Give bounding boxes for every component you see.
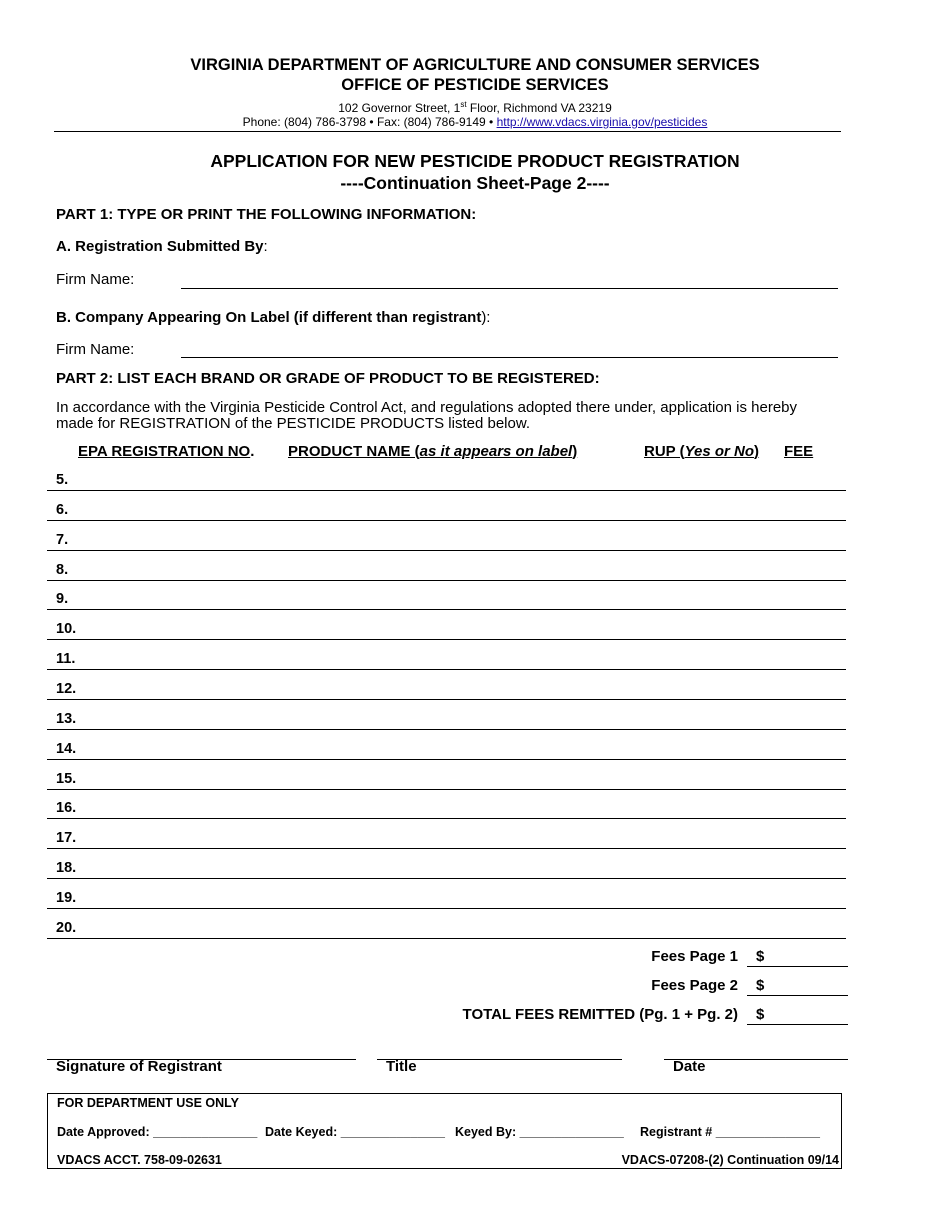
row-number: 20. bbox=[56, 920, 77, 936]
total-fees-currency: $ bbox=[756, 1006, 765, 1023]
row-number: 5. bbox=[56, 472, 69, 488]
row-number: 16. bbox=[56, 800, 77, 816]
product-row-line[interactable] bbox=[47, 639, 846, 640]
address-city: Floor, Richmond VA 23219 bbox=[466, 101, 612, 115]
section-b-label: B. Company Appearing On Label (if different than registrant bbox=[56, 309, 482, 326]
address-street: 102 Governor Street, 1 bbox=[338, 101, 461, 115]
row-number: 19. bbox=[56, 890, 77, 906]
firm-name-field-a[interactable] bbox=[181, 288, 838, 289]
form-subtitle: ----Continuation Sheet-Page 2---- bbox=[340, 173, 610, 193]
column-epa-dot: . bbox=[250, 443, 255, 460]
section-b-tail: ): bbox=[481, 309, 491, 326]
part2-heading: PART 2: LIST EACH BRAND OR GRADE OF PRODUCT TO BE REGISTERED: bbox=[56, 370, 600, 387]
row-number: 17. bbox=[56, 830, 77, 846]
product-row-line[interactable] bbox=[47, 878, 846, 879]
column-fee: FEE bbox=[784, 443, 814, 460]
form-title: APPLICATION FOR NEW PESTICIDE PRODUCT REGISTRATION bbox=[210, 151, 740, 171]
address-sup: st bbox=[460, 100, 467, 109]
row-number: 6. bbox=[56, 502, 69, 518]
column-rup bbox=[644, 443, 759, 460]
product-row-line[interactable] bbox=[47, 609, 846, 610]
product-row-line[interactable] bbox=[47, 520, 846, 521]
fees-page2-currency: $ bbox=[756, 977, 765, 994]
part2-intro-line1: In accordance with the Virginia Pesticide Control Act, and regulations adopted there under, application is hereby bbox=[56, 399, 798, 416]
firm-name-field-b[interactable] bbox=[181, 357, 838, 358]
header-divider bbox=[54, 131, 841, 132]
column-product-name bbox=[288, 443, 577, 460]
row-number: 10. bbox=[56, 621, 77, 637]
part1-heading: PART 1: TYPE OR PRINT THE FOLLOWING INFORMATION: bbox=[56, 206, 477, 223]
contact-line bbox=[0, 115, 950, 129]
date-label: Date bbox=[673, 1058, 706, 1075]
section-a-label: A. Registration Submitted By bbox=[56, 238, 264, 255]
firm-name-label-b: Firm Name: bbox=[56, 341, 135, 358]
product-row-line[interactable] bbox=[47, 759, 846, 760]
product-row-line[interactable] bbox=[47, 490, 846, 491]
product-row-line[interactable] bbox=[47, 580, 846, 581]
column-rup-post: ) bbox=[754, 443, 760, 460]
product-row-line[interactable] bbox=[47, 699, 846, 700]
fees-page2-label: Fees Page 2 bbox=[651, 977, 738, 994]
row-number: 8. bbox=[56, 562, 69, 578]
row-number: 7. bbox=[56, 532, 69, 548]
row-number: 9. bbox=[56, 591, 69, 607]
column-product-post: ) bbox=[572, 443, 578, 460]
column-epa-text: EPA REGISTRATION NO bbox=[78, 443, 251, 460]
registrant-number-field[interactable]: Registrant # _______________ bbox=[640, 1125, 820, 1139]
address-line bbox=[0, 100, 950, 115]
row-number: 14. bbox=[56, 741, 77, 757]
date-approved-field[interactable]: Date Approved: _______________ bbox=[57, 1125, 258, 1139]
section-b-heading bbox=[56, 309, 490, 326]
website-link[interactable]: http://www.vdacs.virginia.gov/pesticides bbox=[496, 115, 708, 129]
fees-page1-field[interactable] bbox=[747, 966, 848, 967]
product-row-line[interactable] bbox=[47, 669, 846, 670]
department-heading: FOR DEPARTMENT USE ONLY bbox=[57, 1096, 239, 1110]
section-a-heading bbox=[56, 238, 268, 255]
column-product-pre: PRODUCT NAME ( bbox=[288, 443, 420, 460]
row-number: 12. bbox=[56, 681, 77, 697]
column-rup-pre: RUP ( bbox=[644, 443, 685, 460]
total-fees-field[interactable] bbox=[747, 1024, 848, 1025]
row-number: 11. bbox=[56, 651, 76, 667]
product-row-line[interactable] bbox=[47, 848, 846, 849]
section-a-colon: : bbox=[263, 238, 268, 255]
column-rup-italic: Yes or No bbox=[684, 443, 755, 460]
title-label: Title bbox=[386, 1058, 417, 1075]
fees-page1-currency: $ bbox=[756, 948, 765, 965]
row-number: 18. bbox=[56, 860, 77, 876]
office-name: OFFICE OF PESTICIDE SERVICES bbox=[341, 76, 609, 94]
firm-name-label-a: Firm Name: bbox=[56, 271, 135, 288]
date-keyed-field[interactable]: Date Keyed: _______________ bbox=[265, 1125, 445, 1139]
part2-intro bbox=[56, 400, 856, 432]
product-row-line[interactable] bbox=[47, 818, 846, 819]
row-number: 15. bbox=[56, 771, 77, 787]
department-use-box bbox=[47, 1093, 842, 1169]
fees-page2-field[interactable] bbox=[747, 995, 848, 996]
form-id: VDACS-07208-(2) Continuation 09/14 bbox=[621, 1153, 839, 1167]
product-row-line[interactable] bbox=[47, 550, 846, 551]
agency-name: VIRGINIA DEPARTMENT OF AGRICULTURE AND CONSUMER SERVICES bbox=[190, 56, 760, 74]
fees-page1-label: Fees Page 1 bbox=[651, 948, 738, 965]
phone-fax: Phone: (804) 786-3798 • Fax: (804) 786-9149 • bbox=[242, 115, 497, 129]
product-row-line[interactable] bbox=[47, 938, 846, 939]
column-epa-registration bbox=[78, 443, 254, 460]
keyed-by-field[interactable]: Keyed By: _______________ bbox=[455, 1125, 624, 1139]
signature-label: Signature of Registrant bbox=[56, 1058, 222, 1075]
product-row-line[interactable] bbox=[47, 729, 846, 730]
product-row-line[interactable] bbox=[47, 908, 846, 909]
product-row-line[interactable] bbox=[47, 789, 846, 790]
row-number: 13. bbox=[56, 711, 77, 727]
column-product-italic: as it appears on label bbox=[419, 443, 573, 460]
vdacs-account: VDACS ACCT. 758-09-02631 bbox=[57, 1153, 222, 1167]
part2-intro-line2: made for REGISTRATION of the PESTICIDE PRODUCTS listed below. bbox=[56, 415, 531, 432]
total-fees-label: TOTAL FEES REMITTED (Pg. 1 + Pg. 2) bbox=[462, 1006, 738, 1023]
